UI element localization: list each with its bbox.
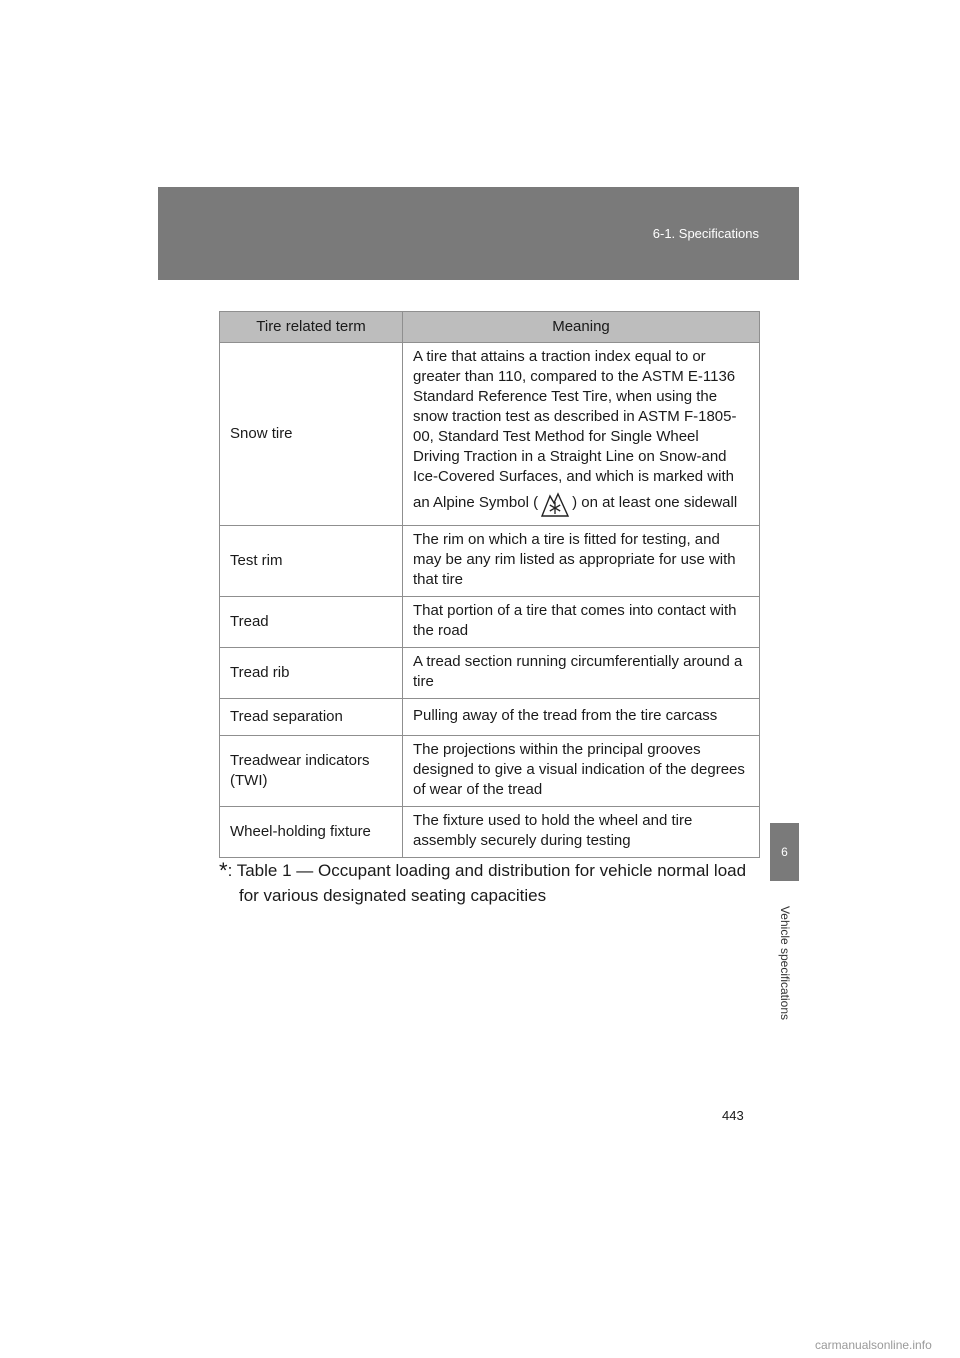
- page-number: 443: [722, 1108, 744, 1123]
- table-row: [220, 648, 760, 699]
- term-cell: Tread rib: [220, 648, 403, 699]
- table-row: [220, 736, 760, 807]
- term-cell: Tread: [220, 597, 403, 648]
- term-cell: Wheel-holding fixture: [220, 807, 403, 858]
- meaning-cell: The fixture used to hold the wheel and tire assembly securely during testing: [403, 807, 760, 858]
- column-header-meaning: Meaning: [403, 312, 760, 343]
- table-header-row: [220, 312, 760, 343]
- table-row: [220, 597, 760, 648]
- footnote-marker: *: [219, 858, 228, 883]
- table-row: [220, 526, 760, 597]
- term-cell: Snow tire: [220, 343, 403, 526]
- chapter-tab-number[interactable]: 6: [770, 823, 799, 881]
- section-title: 6-1. Specifications: [652, 226, 759, 241]
- footnote-line-2: for various designated seating capacities: [239, 886, 547, 905]
- chapter-tab-label[interactable]: [770, 881, 799, 1044]
- meaning-text: A tire that attains a traction index equal to or greater than 110, compared to the ASTM E-1136 Standard Reference Test Tire, when using the snow traction test as described in ASTM F-1805-00, Standard Test Method for Single Wheel Driving Traction in a Straight Line on Snow-and Ice-Covered Surfaces, and which is marked with an Alpine Symbol (: [413, 348, 737, 511]
- chapter-tab-label-text: Vehicle specifications: [777, 905, 792, 1020]
- term-cell: Tread separation: [220, 699, 403, 736]
- alpine-symbol-icon: [539, 487, 571, 519]
- meaning-cell: That portion of a tire that comes into contact with the road: [403, 597, 760, 648]
- term-cell: Treadwear indicators (TWI): [220, 736, 403, 807]
- meaning-text: ) on at least one sidewall: [572, 493, 738, 511]
- meaning-cell: Pulling away of the tread from the tire carcass: [403, 699, 760, 736]
- meaning-cell: [403, 343, 760, 526]
- header-bar: [158, 187, 799, 280]
- column-header-term: Tire related term: [220, 312, 403, 343]
- footnote-line-1: : Table 1 — Occupant loading and distribution for vehicle normal load: [227, 861, 747, 880]
- watermark[interactable]: carmanualsonline.info: [815, 1338, 932, 1352]
- footnote: [219, 858, 761, 908]
- tire-terms-table: [219, 311, 760, 858]
- table-row: [220, 807, 760, 858]
- meaning-cell: The projections within the principal grooves designed to give a visual indication of the degrees of wear of the tread: [403, 736, 760, 807]
- term-cell: Test rim: [220, 526, 403, 597]
- meaning-cell: The rim on which a tire is fitted for testing, and may be any rim listed as appropriate for use with that tire: [403, 526, 760, 597]
- table-row: [220, 343, 760, 526]
- meaning-cell: A tread section running circumferentially around a tire: [403, 648, 760, 699]
- table-row: [220, 699, 760, 736]
